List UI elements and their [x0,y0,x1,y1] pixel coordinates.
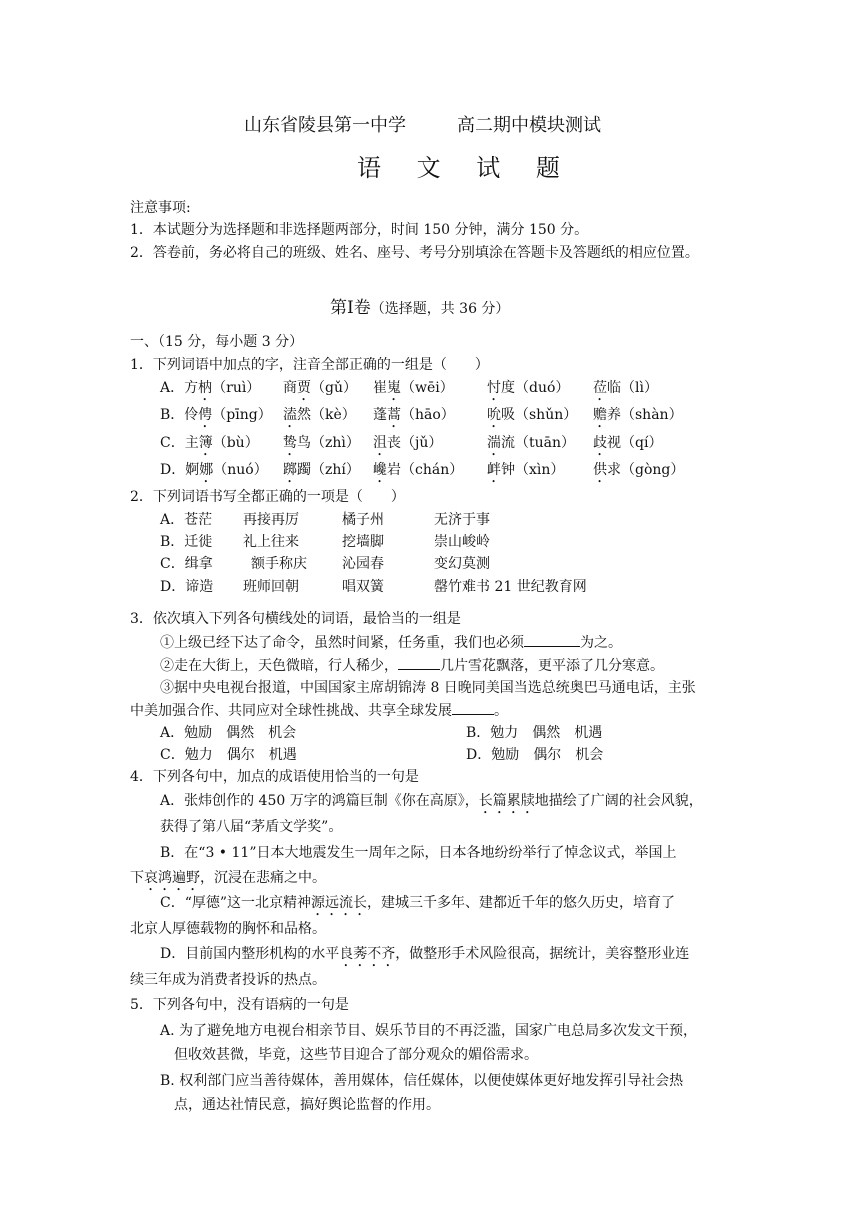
q4-option-a-idiom: 长篇累牍 [478,793,535,809]
q1-dotted-char: 巉 [373,462,387,478]
section-1-title [330,298,509,319]
q3-sentence-1: ①上级已经下达了命令，虽然时间紧，任务重，我们也必须 为之。 [160,632,622,653]
q3-option-b: B．勉力 偶然 机遇 [466,725,603,741]
section-1-name: 第Ⅰ卷 [330,298,371,318]
q1-dotted-char: 贾 [297,380,311,396]
q1-option-item: B．伶俜（pīng） [160,407,272,423]
q1-option-item: 衅钟（xìn） [487,462,565,478]
q1-option-item: 踯躅（zhí） [283,462,360,478]
q5-option-a-line-2: 但收效甚微，毕竟，这些节目迎合了部分观众的媚俗需求。 [174,1047,538,1063]
q1-option-item: A．方枘（ruì） [160,380,261,396]
q2-option-word: C．缉拿 [160,556,213,572]
q1-option-item: C．主簿（bù） [160,435,259,451]
q2-option-word: 唱双簧 [342,579,384,595]
q4-option-d-line-2: 续三年成为消费者投诉的热点。 [130,972,326,988]
q3-option-a: A．勉励 偶然 机会 [160,725,297,741]
section-1-note: （选择题，共 36 分） [370,301,510,317]
q4-option-b-idiom: 哀鸿遍野 [144,870,200,886]
q1-option-item: 巉岩（chán） [373,462,464,478]
q1-option-item: 供求（gòng） [593,462,685,478]
q2-option-word: D．谛造 [160,579,214,595]
q1-dotted-char: 赡 [593,407,607,423]
q3-sentence-2: ②走在大街上，天色微暗，行人稀少， 几片雪花飘落，更平添了几分寒意。 [160,655,664,676]
q4-option-a-line-2: 获得了第八届“茅盾文学奖”。 [160,819,343,835]
q1-stem: 1．下列词语中加点的字，注音全部正确的一组是（ ） [130,357,489,373]
q1-dotted-char: 簿 [198,435,213,451]
q3-sentence-3-line-2: 中美加强合作、共同应对全球性挑战、共享全球发展 。 [130,700,508,721]
q1-option-item: 忖度（duó） [487,380,570,396]
q2-option-word: B．迁徙 [160,534,213,550]
q1-option-item: 蓬蒿（hāo） [373,407,455,423]
q4-stem: 4．下列各句中，加点的成语使用恰当的一句是 [130,769,419,785]
q3-blank-3 [452,700,494,715]
q1-dotted-char: 俜 [198,407,213,423]
q4-option-c-line-1: C．“厚德”这一北京精神源远流长，建城三千多年、建都近千年的悠久历史，培育了 [160,895,676,911]
q2-stem: 2．下列词语书写全都正确的一项是（ ） [130,489,405,505]
q3-stem: 3．依次填入下列各句横线处的词语，最恰当的一组是 [130,611,461,627]
q3-blank-1 [524,632,580,647]
q4-option-b-line-2: 下哀鸿遍野，沉浸在悲痛之中。 [130,870,326,886]
q5-option-b-line-2: 点，通达社情民意，搞好舆论监督的作用。 [174,1097,440,1113]
q1-option-item: 吮吸（shǔn） [487,407,578,423]
q1-dotted-char: 湍 [487,435,501,451]
q2-option-word: 挖墙脚 [342,534,384,550]
q1-dotted-char: 枘 [198,380,213,396]
q2-option-word: A．苍茫 [160,512,213,528]
q2-option-word: 罄竹难书 21 世纪教育网 [434,579,587,595]
q1-dotted-char: 歧 [593,435,607,451]
q1-dotted-char: 忖 [487,380,501,396]
header-exam-line [457,116,601,136]
notice-item-1: 1．本试题分为选择题和非选择题两部分，时间 150 分钟，满分 150 分。 [130,222,589,238]
q1-dotted-char: 鸷 [283,435,297,451]
q4-option-d-line-1: D．目前国内整形机构的水平良莠不齐，做整形手术风险很高，据统计，美容整形业连 [160,946,690,962]
q2-option-word: 礼上往来 [243,534,299,550]
header-title-line [244,116,406,136]
q1-dotted-char: 莅 [593,380,607,396]
q1-option-item: 赡养（shàn） [593,407,683,423]
q4-option-c-line-2: 北京人厚德载物的胸怀和品格。 [130,921,326,937]
q1-dotted-char: 溘 [283,407,297,423]
q1-dotted-char: 踯 [283,462,297,478]
q1-option-item: 溘然（kè） [283,407,356,423]
notice-heading: 注意事项: [130,200,191,216]
q3-blank-2 [398,655,440,670]
school-name: 山东省陵县第一中学 [244,115,406,136]
exam-name: 高二期中模块测试 [457,115,601,136]
q1-option-item: D．婀娜（nuó） [160,462,268,478]
q5-stem: 5．下列各句中，没有语病的一句是 [130,997,349,1013]
q1-option-item: 崔嵬（wēi） [373,380,454,396]
q1-dotted-char: 娜 [199,462,214,478]
q1-option-item: 莅临（lì） [593,380,658,396]
q1-dotted-char: 嵬 [387,380,401,396]
q5-option-b-line-1: B. 权利部门应当善待媒体，善用媒体，信任媒体，以便使媒体更好地发挥引导社会热 [160,1073,684,1089]
q1-dotted-char: 蒿 [387,407,401,423]
q1-option-item: 鸷鸟（zhì） [283,435,360,451]
q1-dotted-char: 吮 [487,407,501,423]
q2-option-word: 班师回朝 [243,579,299,595]
q2-option-word: 沁园春 [342,556,384,572]
subject-title: 语 文 试 题 [357,154,574,182]
q2-option-word: 再接再厉 [243,512,299,528]
q2-option-word: 额手称庆 [251,556,307,572]
q1-option-item: 湍流（tuān） [487,435,576,451]
q3-option-c: C．勉力 偶尔 机遇 [160,747,297,763]
notice-item-2: 2．答卷前，务必将自己的班级、姓名、座号、考号分别填涂在答题卡及答题纸的相应位置。 [130,245,699,261]
q3-sentence-3-line-1: ③据中央电视台报道，中国国家主席胡锦涛 8 日晚同美国当选总统奥巴马通电话，主张 [160,680,696,696]
part-1-heading: 一、（15 分，每小题 3 分） [130,334,304,350]
q2-option-word: 崇山峻岭 [434,534,490,550]
q1-dotted-char: 沮 [373,435,387,451]
q1-dotted-char: 衅 [487,462,501,478]
q2-option-word: 变幻莫测 [434,556,490,572]
q1-dotted-char: 供 [593,462,607,478]
q4-option-a-line-1: A．张炜创作的 450 万字的鸿篇巨制《你在高原》，长篇累牍地描绘了广阔的社会风貌， [160,793,703,809]
q2-option-word: 无济于事 [434,512,490,528]
q1-option-item: 沮丧（jǔ） [373,435,443,451]
q5-option-a-line-1: A. 为了避免地方电视台相亲节目、娱乐节目的不再泛滥，国家广电总局多次发文干预， [160,1023,698,1039]
q4-option-b-line-1: B．在“3 • 11”日本大地震发生一周年之际，日本各地纷纷举行了悼念议式，举国上 [160,845,677,861]
q1-option-item: 商贾（gǔ） [283,380,357,396]
q3-option-d: D．勉励 偶尔 机会 [466,747,604,763]
q2-option-word: 橘子州 [342,512,384,528]
q4-option-d-idiom: 良莠不齐 [339,946,396,962]
q1-option-item: 歧视（qí） [593,435,663,451]
q4-option-c-idiom: 源远流长 [311,895,368,911]
